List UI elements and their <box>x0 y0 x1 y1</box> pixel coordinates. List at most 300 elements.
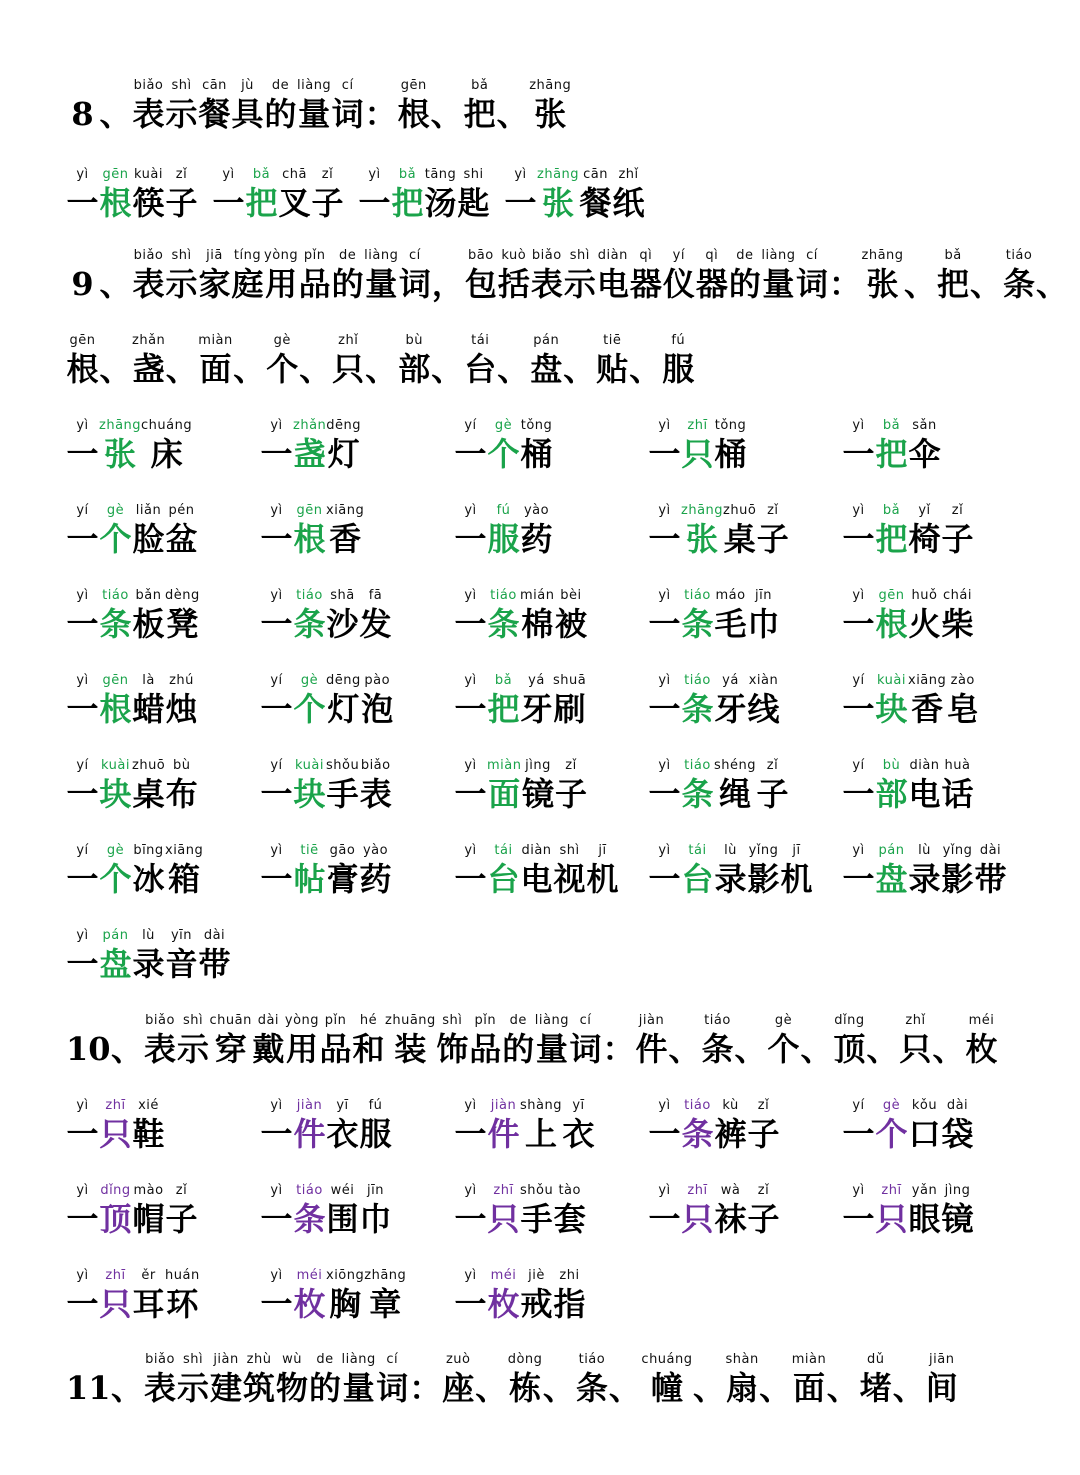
hanzi: 一 <box>66 690 99 728</box>
hanzi: 件 <box>635 1030 668 1068</box>
hanzi: 词 <box>569 1030 602 1068</box>
char-token <box>376 1352 409 1408</box>
hanzi: 、 <box>1036 265 1069 303</box>
hanzi: 镜 <box>521 775 554 813</box>
hanzi: 灯 <box>327 690 360 728</box>
hanzi: ， <box>431 265 464 303</box>
char-token <box>693 1352 726 1408</box>
char-token <box>331 248 364 304</box>
pinyin: méi <box>296 1268 323 1283</box>
char-token <box>66 1268 99 1324</box>
pinyin: yào <box>362 843 389 858</box>
hanzi: 间 <box>925 1369 958 1407</box>
hanzi: 一 <box>842 860 875 898</box>
char-token <box>542 1352 575 1408</box>
phrase-item <box>454 843 648 899</box>
hanzi: 量 <box>365 265 398 303</box>
hanzi: 耳 <box>132 1285 165 1323</box>
hanzi: 、 <box>734 1030 767 1068</box>
hanzi: 用 <box>265 265 298 303</box>
char-token <box>487 588 520 644</box>
char-token <box>487 673 520 729</box>
hanzi: 建 <box>210 1369 243 1407</box>
pinyin: jù <box>241 78 254 93</box>
hanzi: 台 <box>464 350 497 388</box>
hanzi: 条 <box>487 605 520 643</box>
hanzi: 枚 <box>965 1030 998 1068</box>
pinyin: liàng <box>341 1352 376 1367</box>
hanzi: 电 <box>908 775 941 813</box>
char-token <box>563 248 596 304</box>
char-token <box>829 248 862 304</box>
hanzi: 一 <box>842 775 875 813</box>
char-token <box>553 843 586 899</box>
char-token <box>99 248 132 304</box>
pinyin: yí <box>76 843 89 858</box>
char-token <box>728 248 761 304</box>
char-token <box>198 248 231 304</box>
pinyin: yí <box>852 673 865 688</box>
pinyin: yì <box>658 1098 671 1113</box>
phrase-item <box>66 673 260 729</box>
char-token <box>99 1268 132 1324</box>
hanzi: 叉 <box>278 184 311 222</box>
char-token <box>391 167 424 223</box>
hanzi: 顶 <box>833 1030 866 1068</box>
hanzi: 把 <box>937 265 970 303</box>
char-token <box>875 758 908 814</box>
char-token <box>66 1183 99 1239</box>
char-token <box>520 503 553 559</box>
char-token <box>875 843 908 899</box>
pinyin: wù <box>282 1352 302 1367</box>
char-token <box>326 1183 359 1239</box>
hanzi: 影 <box>941 860 974 898</box>
char-token <box>521 758 554 814</box>
pinyin: kù <box>722 1098 739 1113</box>
char-token <box>454 503 487 559</box>
pinyin: shàn <box>725 1352 759 1367</box>
char-token <box>662 333 695 389</box>
pinyin: zhǎn <box>132 333 166 348</box>
char-token <box>941 1098 974 1154</box>
hanzi: 胸 <box>329 1285 362 1323</box>
char-token <box>464 248 497 304</box>
char-token <box>520 843 553 899</box>
char-token <box>941 503 974 559</box>
pinyin: kuài <box>101 758 130 773</box>
char-token <box>866 1013 899 1069</box>
char-token <box>842 588 875 644</box>
hanzi: 一 <box>454 690 487 728</box>
pinyin: zhī <box>105 1098 126 1113</box>
char-token <box>970 248 1003 304</box>
pinyin: yì <box>658 588 671 603</box>
hanzi: 火 <box>908 605 941 643</box>
pinyin: zǐ <box>565 758 577 773</box>
pinyin: bǎ <box>882 503 901 518</box>
phrase-item <box>648 503 842 559</box>
pinyin: chuáng <box>141 418 193 433</box>
hanzi: 条 <box>681 775 714 813</box>
pinyin: tiē <box>603 333 622 348</box>
hanzi: 、 <box>759 1369 792 1407</box>
pinyin: chái <box>943 588 972 603</box>
pinyin: biǎo <box>133 78 164 93</box>
phrase-item <box>66 1268 260 1324</box>
hanzi: 顶 <box>99 1200 132 1238</box>
char-token <box>252 1013 285 1069</box>
hanzi: 贴 <box>596 350 629 388</box>
hanzi: 只 <box>681 1200 714 1238</box>
char-token <box>747 843 780 899</box>
char-token <box>99 1183 132 1239</box>
pinyin: jiān <box>929 1352 955 1367</box>
pinyin: jìng <box>944 1183 971 1198</box>
hanzi: 音 <box>165 945 198 983</box>
pinyin: yí <box>270 758 283 773</box>
char-token <box>359 1098 392 1154</box>
char-token <box>99 418 141 474</box>
char-token <box>424 167 457 223</box>
pinyin: shi <box>463 167 484 182</box>
char-token <box>1036 248 1069 304</box>
phrase-item <box>66 418 260 474</box>
pinyin: biǎo <box>531 248 562 263</box>
char-token <box>681 1183 714 1239</box>
pinyin: zào <box>950 673 975 688</box>
pinyin: zhāng <box>537 167 580 182</box>
char-token <box>520 1098 562 1154</box>
phrase-item <box>66 167 198 223</box>
hanzi: 一 <box>66 860 99 898</box>
pinyin: yí <box>852 758 865 773</box>
char-token <box>800 1013 833 1069</box>
hanzi: 柴 <box>941 605 974 643</box>
char-token <box>132 167 165 223</box>
pinyin: yí <box>672 248 685 263</box>
pinyin: ěr <box>141 1268 156 1283</box>
hanzi: 、 <box>430 95 463 133</box>
hanzi: 穿 <box>214 1030 247 1068</box>
char-token <box>520 588 554 644</box>
pinyin: yì <box>368 167 381 182</box>
hanzi: 戴 <box>252 1030 285 1068</box>
char-token <box>326 1268 364 1324</box>
pinyin: yì <box>464 503 477 518</box>
char-token <box>165 928 198 984</box>
char-token <box>714 588 747 644</box>
char-token <box>212 167 245 223</box>
char-token <box>562 1098 595 1154</box>
pinyin: zhǎn <box>293 418 327 433</box>
char-token <box>553 1268 586 1324</box>
hanzi: 示 <box>165 265 198 303</box>
char-token <box>496 78 529 134</box>
hanzi: 表 <box>132 265 165 303</box>
pinyin: shì <box>171 78 192 93</box>
pinyin: tiáo <box>578 1352 606 1367</box>
char-token <box>99 588 132 644</box>
hanzi: 把 <box>875 435 908 473</box>
hanzi: 枚 <box>293 1285 326 1323</box>
phrase-row <box>66 503 1046 559</box>
char-token <box>553 1183 586 1239</box>
phrase-item <box>454 1183 648 1239</box>
pinyin: fā <box>368 588 383 603</box>
hanzi: 条 <box>681 690 714 728</box>
pinyin: tiáo <box>102 588 129 603</box>
char-token <box>602 1013 635 1069</box>
pinyin: miàn <box>791 1352 827 1367</box>
pinyin: dài <box>946 1098 969 1113</box>
pinyin: dǐng <box>100 1183 131 1198</box>
hanzi: 条 <box>681 605 714 643</box>
char-token <box>464 333 497 389</box>
pinyin: gè <box>494 418 513 433</box>
char-token <box>842 673 875 729</box>
hanzi: 袜 <box>714 1200 747 1238</box>
pinyin: yào <box>523 503 550 518</box>
hanzi: 条 <box>99 605 132 643</box>
char-token <box>747 1098 780 1154</box>
phrase-item <box>454 673 648 729</box>
char-token <box>487 1183 520 1239</box>
phrase-item <box>260 843 454 899</box>
hanzi: 台 <box>487 860 520 898</box>
char-token <box>629 333 662 389</box>
char-token <box>681 588 714 644</box>
pinyin: yǎn <box>911 1183 938 1198</box>
pinyin: xié <box>138 1098 159 1113</box>
hanzi: 个 <box>99 860 132 898</box>
hanzi: 一 <box>454 860 487 898</box>
pinyin: zǐ <box>757 1183 770 1198</box>
pinyin: yì <box>852 503 865 518</box>
hanzi: 裤 <box>714 1115 747 1153</box>
hanzi: ： <box>829 265 862 303</box>
char-token <box>132 503 165 559</box>
pinyin: tǒng <box>714 418 747 433</box>
hanzi: 表 <box>132 95 165 133</box>
pinyin: bǎ <box>398 167 417 182</box>
char-token <box>756 503 789 559</box>
pinyin: yì <box>464 1098 477 1113</box>
hanzi: 量 <box>342 1369 375 1407</box>
char-token <box>681 418 714 474</box>
pinyin: xiàn <box>748 673 779 688</box>
char-token <box>767 1013 800 1069</box>
pinyin: tái <box>471 333 490 348</box>
char-token <box>99 167 132 223</box>
hanzi: 桌 <box>132 775 165 813</box>
pinyin: fú <box>368 1098 383 1113</box>
char-token <box>144 1352 177 1408</box>
hanzi: 只 <box>875 1200 908 1238</box>
char-token <box>364 78 397 134</box>
char-token <box>99 333 132 389</box>
hanzi: 块 <box>875 690 908 728</box>
phrase-item <box>842 418 1036 474</box>
char-token <box>132 1098 165 1154</box>
phrase-item <box>454 758 648 814</box>
char-token <box>260 1183 293 1239</box>
hanzi: 装 <box>394 1030 427 1068</box>
char-token <box>908 673 946 729</box>
pinyin: zǐ <box>766 758 779 773</box>
char-token <box>648 758 681 814</box>
pinyin: bǎ <box>252 167 271 182</box>
pinyin: cí <box>579 1013 592 1028</box>
char-token <box>358 167 391 223</box>
pinyin: bāo <box>467 248 494 263</box>
phrase-item <box>260 1098 454 1154</box>
pinyin: tiē <box>300 843 319 858</box>
hanzi: 和 <box>352 1030 385 1068</box>
pinyin: de <box>736 248 754 263</box>
hanzi: ： <box>364 95 397 133</box>
hanzi: 具 <box>231 95 264 133</box>
pinyin: jiè <box>528 1268 545 1283</box>
hanzi: 、 <box>111 1030 144 1068</box>
phrase-item <box>842 1098 1036 1154</box>
phrase-item <box>842 758 1036 814</box>
pinyin: gēn <box>400 78 427 93</box>
hanzi: 盘 <box>99 945 132 983</box>
hanzi: 上 <box>524 1115 557 1153</box>
char-token <box>530 248 563 304</box>
char-token <box>231 248 264 304</box>
char-token <box>132 928 165 984</box>
hanzi: 一 <box>454 605 487 643</box>
hanzi: 堵 <box>859 1369 892 1407</box>
phrase-item <box>504 167 645 223</box>
hanzi: 牙 <box>714 690 747 728</box>
hanzi: 录 <box>714 860 747 898</box>
pinyin: yì <box>658 758 671 773</box>
char-token <box>965 1013 998 1069</box>
pinyin: shì <box>182 1013 204 1028</box>
char-token <box>487 503 520 559</box>
char-token <box>681 503 723 559</box>
hanzi: 10 <box>66 1030 111 1068</box>
hanzi: 的 <box>502 1030 535 1068</box>
pinyin: yì <box>76 1183 89 1198</box>
hanzi: 一 <box>648 690 681 728</box>
hanzi: 个 <box>266 350 299 388</box>
hanzi: 一 <box>212 184 245 222</box>
pinyin: tiáo <box>684 1098 711 1113</box>
pinyin: diàn <box>521 843 552 858</box>
hanzi: 帖 <box>293 860 326 898</box>
phrase-row <box>66 1268 1046 1324</box>
pinyin: bǎn <box>135 588 162 603</box>
char-token <box>66 503 99 559</box>
hanzi: 面 <box>199 350 232 388</box>
hanzi: 话 <box>941 775 974 813</box>
hanzi: 家 <box>198 265 231 303</box>
pinyin: yì <box>76 167 89 182</box>
hanzi: 示 <box>165 95 198 133</box>
pinyin: dēng <box>326 418 362 433</box>
hanzi: 一 <box>66 945 99 983</box>
pinyin: pào <box>364 673 391 688</box>
hanzi: 机 <box>586 860 619 898</box>
pinyin: yǐ <box>918 503 931 518</box>
hanzi: 示 <box>177 1030 210 1068</box>
pinyin: yì <box>852 1183 865 1198</box>
char-token <box>165 1183 198 1239</box>
hanzi: 根 <box>66 350 99 388</box>
char-token <box>331 78 364 134</box>
char-token <box>66 418 99 474</box>
pinyin: gè <box>273 333 291 348</box>
pinyin: pán <box>878 843 905 858</box>
pinyin: gè <box>300 673 319 688</box>
pinyin: hé <box>359 1013 378 1028</box>
char-token <box>629 248 662 304</box>
hanzi: 把 <box>391 184 424 222</box>
hanzi: 、 <box>233 350 266 388</box>
pinyin: shì <box>442 1013 463 1028</box>
pinyin: yí <box>76 758 89 773</box>
char-token <box>454 843 487 899</box>
phrase-item <box>260 1268 454 1324</box>
char-token <box>648 843 681 899</box>
char-token <box>908 1183 941 1239</box>
hanzi: 巾 <box>747 605 780 643</box>
hanzi: 服 <box>359 1115 392 1153</box>
pinyin: tào <box>558 1183 581 1198</box>
pinyin: yì <box>270 503 283 518</box>
hanzi: 、 <box>165 350 198 388</box>
char-token <box>875 588 908 644</box>
char-token <box>359 588 392 644</box>
pinyin: lù <box>918 843 931 858</box>
hanzi: 、 <box>299 350 332 388</box>
pinyin: chā <box>282 167 307 182</box>
hanzi: 围 <box>326 1200 359 1238</box>
char-token <box>285 1013 319 1069</box>
char-token <box>361 673 394 729</box>
char-token <box>66 1098 99 1154</box>
char-token <box>99 928 132 984</box>
hanzi: 、 <box>800 1030 833 1068</box>
hanzi: 一 <box>454 1200 487 1238</box>
char-token <box>359 1183 392 1239</box>
pinyin: kǒu <box>911 1098 938 1113</box>
hanzi: ： <box>602 1030 635 1068</box>
hanzi: 子 <box>747 1115 780 1153</box>
pinyin: de <box>316 1352 334 1367</box>
pinyin: jiàn <box>490 1098 517 1113</box>
char-token <box>99 1098 132 1154</box>
char-token <box>487 418 520 474</box>
hanzi: 筑 <box>243 1369 276 1407</box>
hanzi: 的 <box>728 265 761 303</box>
char-token <box>231 78 264 134</box>
hanzi: 脸 <box>132 520 165 558</box>
phrase-item <box>66 758 260 814</box>
char-token <box>332 333 365 389</box>
char-token <box>537 167 579 223</box>
phrase-row <box>66 418 1046 474</box>
phrase-item <box>648 673 842 729</box>
hanzi: 只 <box>487 1200 520 1238</box>
pinyin: mào <box>133 1183 164 1198</box>
hanzi: 品 <box>469 1030 502 1068</box>
hanzi: 一 <box>454 775 487 813</box>
